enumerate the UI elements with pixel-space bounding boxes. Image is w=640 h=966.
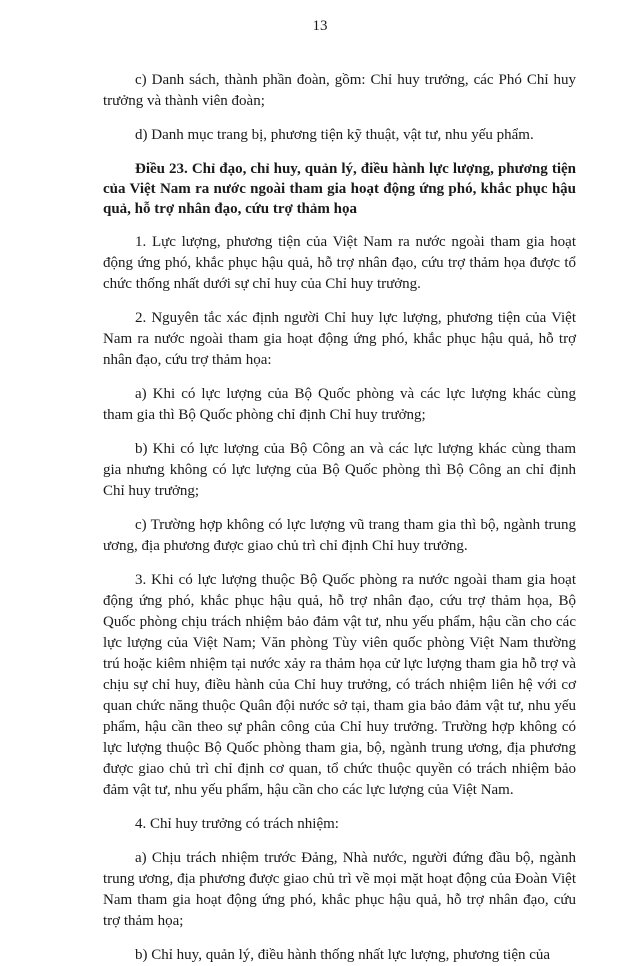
article-23-heading: Điều 23. Chỉ đạo, chỉ huy, quản lý, điều hành lực lượng, phương tiện của Việt Nam ra nước ngoài tham gia hoạt động ứng phó, khắc phục hậu quả, hỗ trợ nhân đạo, cứu trợ thảm họa: [103, 161, 576, 217]
page-number: 13: [312, 18, 328, 34]
paragraph-2a: a) Khi có lực lượng của Bộ Quốc phòng và các lực lượng khác cùng tham gia thì Bộ Quốc phòng chỉ định Chỉ huy trưởng;: [103, 386, 576, 423]
paragraph-4: 4. Chỉ huy trưởng có trách nhiệm:: [135, 816, 339, 832]
document-body: [103, 70, 576, 966]
paragraph-2c: c) Trường hợp không có lực lượng vũ trang tham gia thì bộ, ngành trung ương, địa phương được giao chủ trì chỉ định Chỉ huy trưởng.: [103, 517, 576, 554]
paragraph-2: 2. Nguyên tắc xác định người Chỉ huy lực lượng, phương tiện của Việt Nam ra nước ngoài tham gia hoạt động ứng phó, khắc phục hậu quả, hỗ trợ nhân đạo, cứu trợ thảm họa:: [103, 310, 576, 368]
paragraph-2b: b) Khi có lực lượng của Bộ Công an và các lực lượng khác cùng tham gia nhưng không có lực lượng của Bộ Quốc phòng thì Bộ Công an chỉ định Chỉ huy trưởng;: [103, 441, 576, 499]
paragraph-d-equipment-list: d) Danh mục trang bị, phương tiện kỹ thuật, vật tư, nhu yếu phẩm.: [135, 127, 534, 143]
paragraph-c-delegation-list: c) Danh sách, thành phần đoàn, gồm: Chỉ huy trưởng, các Phó Chỉ huy trưởng và thành viên đoàn;: [103, 72, 576, 109]
paragraph-4b: b) Chỉ huy, quản lý, điều hành thống nhất lực lượng, phương tiện của: [135, 947, 551, 963]
paragraph-3: 3. Khi có lực lượng thuộc Bộ Quốc phòng ra nước ngoài tham gia hoạt động ứng phó, khắc phục hậu quả, hỗ trợ nhân đạo, cứu trợ thảm họa, Bộ Quốc phòng chịu trách nhiệm bảo đảm vật tư, nhu yếu phẩm, hậu cần cho các lực lượng của Việt Nam; Văn phòng Tùy viên quốc phòng Việt Nam thường trú hoặc kiêm nhiệm tại nước xảy ra thảm họa cử lực lượng tham gia hỗ trợ và chịu sự chỉ huy, điều hành của Chỉ huy trưởng, có trách nhiệm liên hệ với cơ quan chức năng thuộc Quân đội nước sở tại, tham gia bảo đảm vật tư, nhu yếu phẩm, hậu cần theo sự phân công của Chỉ huy trưởng. Trường hợp không có lực lượng thuộc Bộ Quốc phòng tham gia, bộ, ngành trung ương, địa phương được giao chủ trì chỉ định cơ quan, tổ chức thuộc quyền có trách nhiệm bảo đảm vật tư, nhu yếu phẩm, hậu cần cho các lực lượng của Việt Nam.: [103, 572, 576, 798]
paragraph-4a: a) Chịu trách nhiệm trước Đảng, Nhà nước, người đứng đầu bộ, ngành trung ương, địa phương được giao chủ trì về mọi mặt hoạt động của Đoàn Việt Nam tham gia hoạt động ứng phó, khắc phục hậu quả, hỗ trợ nhân đạo, cứu trợ thảm họa;: [103, 850, 576, 929]
paragraph-1: 1. Lực lượng, phương tiện của Việt Nam ra nước ngoài tham gia hoạt động ứng phó, khắc phục hậu quả, hỗ trợ nhân đạo, cứu trợ thảm họa được tổ chức thống nhất dưới sự chỉ huy của Chỉ huy trưởng.: [103, 234, 576, 292]
